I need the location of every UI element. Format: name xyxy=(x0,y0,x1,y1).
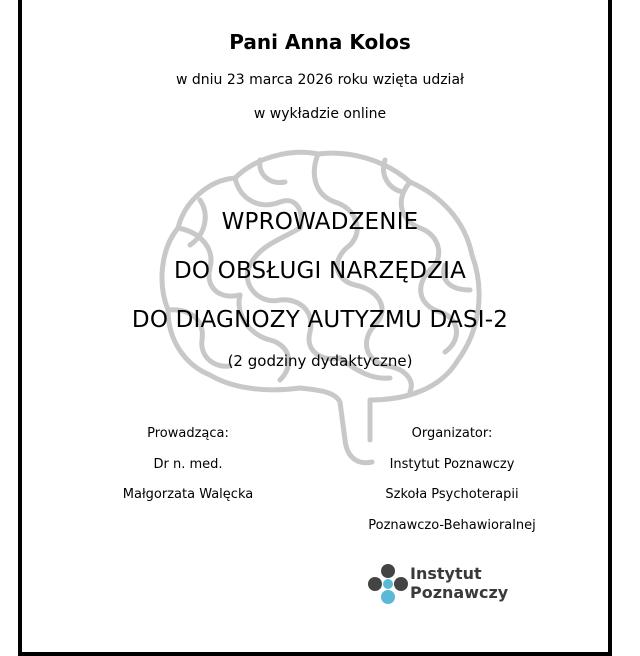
organizer-line2: Szkoła Psychoterapii xyxy=(385,487,519,502)
logo-wordmark xyxy=(410,564,508,602)
logo-dots-icon xyxy=(366,562,410,606)
logo-line1: Instytut xyxy=(410,564,482,583)
organizer-label: Organizator: xyxy=(411,426,493,441)
course-title-line2: DO OBSŁUGI NARZĘDZIA xyxy=(173,258,467,284)
organizer-line3: Poznawczo-Behawioralnej xyxy=(368,518,536,533)
course-title-line1: WPROWADZENIE xyxy=(221,209,419,235)
lecturer-title: Dr n. med. xyxy=(153,457,223,472)
recipient-name: Pani Anna Kolos xyxy=(229,30,411,54)
course-hours: (2 godziny dydaktyczne) xyxy=(227,352,413,370)
lecturer-label: Prowadząca: xyxy=(147,426,229,441)
participation-text-line1: w dniu 23 marca 2026 roku wzięta udział xyxy=(176,72,464,88)
logo-line2: Poznawczy xyxy=(410,583,509,602)
course-title-line3: DO DIAGNOZY AUTYZMU DASI-2 xyxy=(131,307,509,333)
organizer-logo xyxy=(366,562,526,608)
lecturer-name: Małgorzata Walęcka xyxy=(122,487,254,502)
participation-text-line2: w wykładzie online xyxy=(253,106,387,122)
organizer-line1: Instytut Poznawczy xyxy=(389,457,515,472)
